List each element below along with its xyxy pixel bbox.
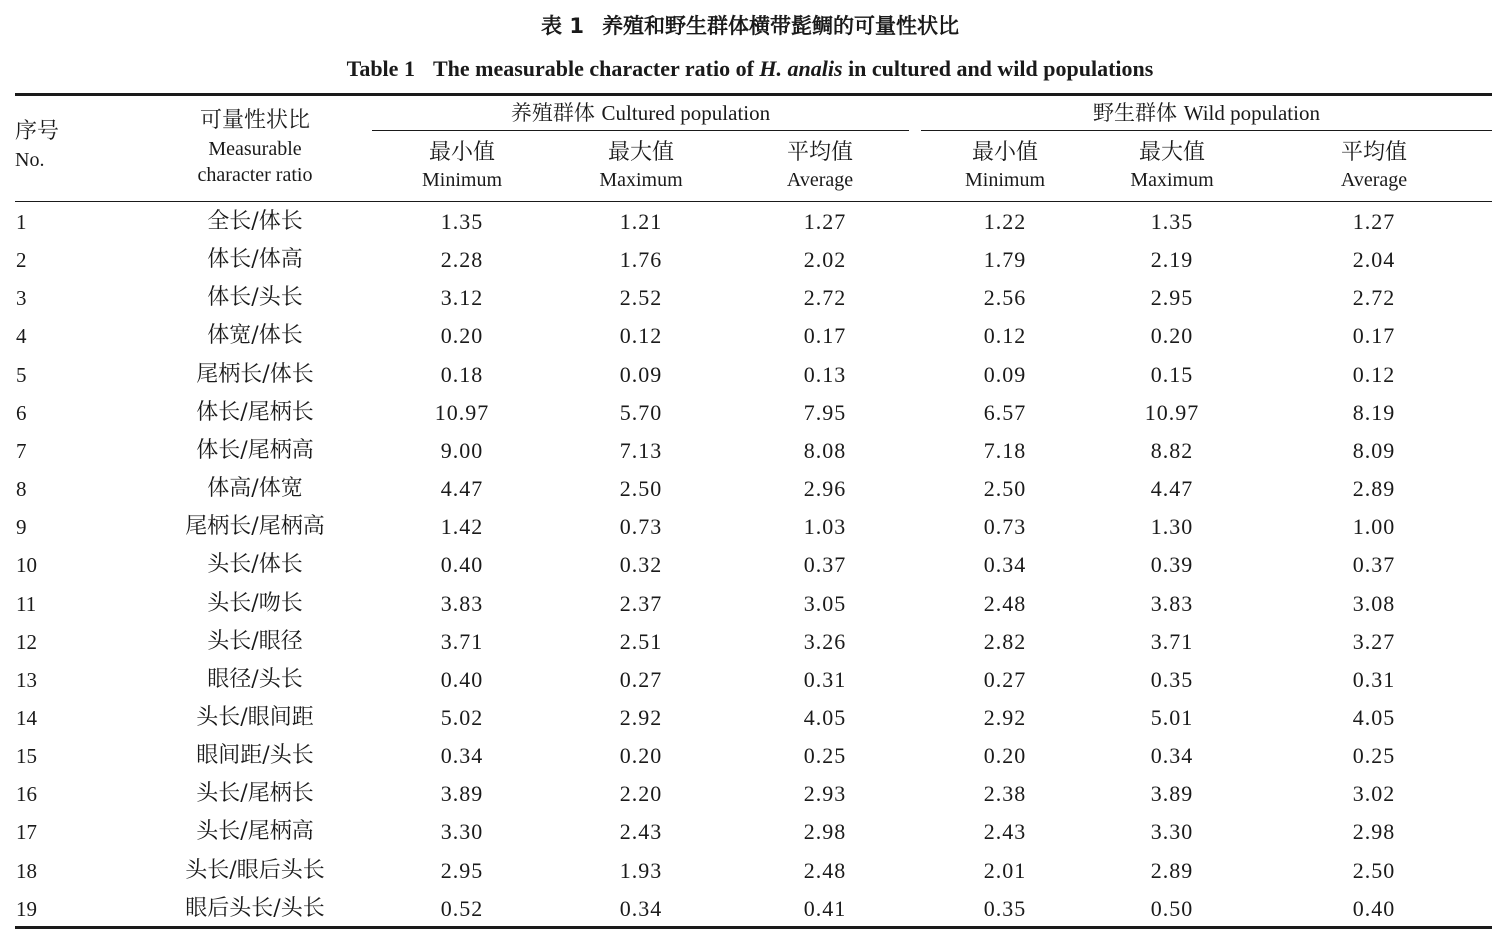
table-title-cn: 养殖和野生群体横带髭鲷的可量性状比	[601, 14, 959, 38]
cell-wild-min: 0.27	[983, 666, 1027, 692]
header-cultured-max-cn: 最大值	[607, 140, 674, 165]
cell-wild-max: 2.95	[1150, 285, 1194, 311]
table-row	[0, 279, 1500, 317]
cell-cultured-min: 10.97	[434, 399, 490, 425]
header-wild-cn: 野生群体	[1093, 101, 1178, 125]
header-cultured-avg-cn: 平均值	[786, 140, 853, 165]
cell-cultured-avg: 2.72	[803, 285, 847, 311]
header-no-en: No.	[15, 149, 45, 171]
table-row	[0, 813, 1500, 851]
table-title-en-species: H. analis	[759, 56, 843, 81]
cell-ratio: 体宽/体长	[207, 323, 303, 349]
cell-cultured-avg: 0.37	[803, 552, 847, 578]
cell-cultured-min: 5.02	[440, 704, 484, 730]
cell-cultured-max: 0.32	[619, 552, 663, 578]
cell-no: 14	[16, 705, 37, 730]
cell-cultured-avg: 0.31	[803, 666, 847, 692]
table-top-rule	[15, 93, 1492, 96]
cell-no: 3	[16, 286, 27, 311]
cell-cultured-avg: 3.05	[803, 590, 847, 616]
header-wild-group	[921, 100, 1492, 126]
cell-wild-avg: 3.02	[1352, 781, 1396, 807]
cell-no: 15	[16, 744, 37, 769]
cell-wild-min: 2.43	[983, 819, 1027, 845]
cell-cultured-max: 5.70	[619, 399, 663, 425]
cell-cultured-max: 0.27	[619, 666, 663, 692]
header-wild-avg-en: Average	[1340, 169, 1408, 191]
table-row	[0, 890, 1500, 928]
cell-wild-min: 2.50	[983, 476, 1027, 502]
cell-cultured-avg: 3.26	[803, 628, 847, 654]
cell-cultured-min: 2.95	[440, 857, 484, 883]
cell-cultured-avg: 4.05	[803, 704, 847, 730]
cell-wild-max: 4.47	[1150, 476, 1194, 502]
cell-wild-min: 6.57	[983, 399, 1027, 425]
header-no-cn: 序号	[15, 119, 60, 144]
cell-wild-avg: 2.50	[1352, 857, 1396, 883]
cell-cultured-min: 0.52	[440, 895, 484, 921]
table-row	[0, 508, 1500, 546]
cell-wild-max: 8.82	[1150, 437, 1194, 463]
cell-no: 2	[16, 248, 27, 273]
header-cultured-max-en: Maximum	[599, 169, 683, 191]
cell-ratio: 体长/尾柄长	[196, 399, 314, 425]
cell-wild-max: 0.34	[1150, 743, 1194, 769]
cell-wild-min: 0.34	[983, 552, 1027, 578]
cell-wild-max: 1.30	[1150, 514, 1194, 540]
cell-ratio: 头长/吻长	[207, 590, 303, 616]
cell-cultured-min: 0.18	[440, 361, 484, 387]
cell-wild-max: 2.19	[1150, 247, 1194, 273]
header-cultured-min-en: Minimum	[421, 169, 502, 191]
cell-ratio: 体长/尾柄高	[196, 437, 314, 463]
cell-cultured-max: 0.73	[619, 514, 663, 540]
cell-wild-max: 3.83	[1150, 590, 1194, 616]
cell-wild-avg: 2.04	[1352, 247, 1396, 273]
table-row	[0, 203, 1500, 241]
cell-wild-avg: 2.72	[1352, 285, 1396, 311]
header-wild-min-cn: 最小值	[971, 140, 1038, 165]
cell-wild-avg: 4.05	[1352, 704, 1396, 730]
cell-wild-min: 0.35	[983, 895, 1027, 921]
cell-wild-min: 2.48	[983, 590, 1027, 616]
cell-ratio: 眼间距/头长	[196, 743, 314, 769]
cell-cultured-max: 2.51	[619, 628, 663, 654]
cell-wild-min: 1.22	[983, 209, 1027, 234]
cell-ratio: 全长/体长	[207, 209, 303, 234]
cell-cultured-min: 1.42	[440, 514, 484, 540]
cell-no: 12	[16, 629, 37, 654]
table-row	[0, 699, 1500, 737]
table-row	[0, 775, 1500, 813]
table-row	[0, 432, 1500, 470]
cell-wild-avg: 1.27	[1352, 209, 1396, 234]
cell-no: 4	[16, 324, 27, 349]
header-wild-max-en: Maximum	[1130, 169, 1214, 191]
cell-wild-max: 0.15	[1150, 361, 1194, 387]
header-wild-avg-cn: 平均值	[1340, 140, 1407, 165]
header-cultured-avg-en: Average	[786, 169, 854, 191]
cell-wild-avg: 8.09	[1352, 437, 1396, 463]
cell-wild-min: 0.20	[983, 743, 1027, 769]
header-wild-en: Wild population	[1183, 101, 1320, 125]
cell-wild-max: 10.97	[1144, 399, 1200, 425]
cell-wild-avg: 0.25	[1352, 743, 1396, 769]
table-row	[0, 737, 1500, 775]
cell-cultured-avg: 0.17	[803, 323, 847, 349]
cell-cultured-min: 4.47	[440, 476, 484, 502]
cell-cultured-min: 0.20	[440, 323, 484, 349]
cell-no: 7	[16, 438, 27, 463]
cell-cultured-max: 1.93	[619, 857, 663, 883]
cell-cultured-avg: 2.48	[803, 857, 847, 883]
cell-no: 16	[16, 782, 37, 807]
table-caption-cn	[0, 10, 1500, 42]
cell-wild-min: 0.09	[983, 361, 1027, 387]
cell-cultured-avg: 0.13	[803, 361, 847, 387]
cell-cultured-max: 2.92	[619, 704, 663, 730]
table-label-en: Table 1	[346, 56, 415, 81]
header-cultured-en: Cultured population	[601, 101, 771, 125]
cell-wild-max: 3.71	[1150, 628, 1194, 654]
header-cultured-max	[541, 139, 741, 193]
cell-ratio: 头长/眼径	[207, 628, 303, 654]
cell-wild-max: 0.20	[1150, 323, 1194, 349]
cell-cultured-min: 3.12	[440, 285, 484, 311]
cell-cultured-min: 3.83	[440, 590, 484, 616]
wild-group-rule	[921, 130, 1492, 131]
cell-wild-avg: 3.08	[1352, 590, 1396, 616]
cell-cultured-max: 0.34	[619, 895, 663, 921]
table-row	[0, 356, 1500, 394]
cell-no: 17	[16, 820, 37, 845]
cell-wild-min: 7.18	[983, 437, 1027, 463]
header-wild-avg	[1274, 139, 1474, 193]
cell-wild-avg: 0.31	[1352, 666, 1396, 692]
header-cultured-min-cn: 最小值	[428, 140, 495, 165]
cell-no: 10	[16, 553, 37, 578]
header-cultured-min	[362, 139, 562, 193]
header-wild-max-cn: 最大值	[1138, 140, 1205, 165]
cell-wild-max: 0.35	[1150, 666, 1194, 692]
cell-cultured-min: 3.89	[440, 781, 484, 807]
cell-wild-max: 0.39	[1150, 552, 1194, 578]
cell-cultured-max: 2.43	[619, 819, 663, 845]
cell-cultured-avg: 1.27	[803, 209, 847, 234]
cell-no: 18	[16, 858, 37, 883]
cell-cultured-avg: 1.03	[803, 514, 847, 540]
cell-wild-avg: 0.37	[1352, 552, 1396, 578]
cell-no: 6	[16, 400, 27, 425]
cell-ratio: 眼后头长/头长	[185, 895, 325, 921]
cell-wild-min: 2.92	[983, 704, 1027, 730]
cell-ratio: 头长/尾柄高	[196, 819, 314, 845]
cell-wild-avg: 0.40	[1352, 895, 1396, 921]
header-cultured-cn: 养殖群体	[510, 101, 595, 125]
table-label-cn: 表 1	[541, 14, 584, 38]
cell-wild-max: 0.50	[1150, 895, 1194, 921]
cultured-group-rule	[372, 130, 909, 131]
cell-no: 13	[16, 667, 37, 692]
cell-cultured-avg: 0.41	[803, 895, 847, 921]
table-row	[0, 661, 1500, 699]
cell-ratio: 头长/体长	[207, 552, 303, 578]
table-row	[0, 470, 1500, 508]
cell-no: 9	[16, 515, 27, 540]
cell-cultured-avg: 2.96	[803, 476, 847, 502]
header-ratio	[155, 106, 355, 188]
header-ratio-en-1: Measurable	[208, 138, 302, 160]
cell-no: 11	[16, 591, 37, 616]
table-row	[0, 317, 1500, 355]
cell-ratio: 头长/眼后头长	[185, 857, 325, 883]
table-row	[0, 394, 1500, 432]
header-ratio-en-2: character ratio	[197, 164, 313, 186]
cell-no: 1	[16, 210, 27, 234]
cell-wild-max: 3.89	[1150, 781, 1194, 807]
cell-cultured-max: 2.20	[619, 781, 663, 807]
cell-wild-min: 1.79	[983, 247, 1027, 273]
cell-no: 8	[16, 477, 27, 502]
cell-wild-max: 5.01	[1150, 704, 1194, 730]
table-row	[0, 852, 1500, 890]
cell-cultured-max: 2.50	[619, 476, 663, 502]
header-cultured-avg	[720, 139, 920, 193]
cell-ratio: 体高/体宽	[207, 476, 303, 502]
header-cultured-group	[372, 100, 909, 126]
cell-cultured-avg: 7.95	[803, 399, 847, 425]
cell-cultured-min: 0.34	[440, 743, 484, 769]
cell-no: 5	[16, 362, 27, 387]
table-title-en-pre: The measurable character ratio of	[432, 56, 760, 81]
cell-ratio: 头长/尾柄长	[196, 781, 314, 807]
cell-cultured-min: 0.40	[440, 666, 484, 692]
cell-cultured-max: 1.76	[619, 247, 663, 273]
cell-cultured-max: 2.37	[619, 590, 663, 616]
cell-wild-max: 2.89	[1150, 857, 1194, 883]
cell-wild-min: 2.82	[983, 628, 1027, 654]
header-no	[15, 117, 59, 173]
cell-ratio: 尾柄长/体长	[196, 361, 314, 387]
header-ratio-cn: 可量性状比	[199, 108, 310, 133]
cell-cultured-min: 3.30	[440, 819, 484, 845]
cell-cultured-min: 3.71	[440, 628, 484, 654]
table-row	[0, 546, 1500, 584]
table-row	[0, 585, 1500, 623]
cell-cultured-avg: 2.93	[803, 781, 847, 807]
cell-wild-avg: 8.19	[1352, 399, 1396, 425]
cell-wild-min: 0.12	[983, 323, 1027, 349]
cell-cultured-avg: 8.08	[803, 437, 847, 463]
cell-wild-max: 1.35	[1150, 209, 1194, 234]
cell-wild-avg: 0.17	[1352, 323, 1396, 349]
cell-cultured-max: 0.09	[619, 361, 663, 387]
header-wild-min-en: Minimum	[964, 169, 1045, 191]
cell-ratio: 眼径/头长	[207, 666, 303, 692]
cell-cultured-max: 1.21	[619, 209, 663, 234]
cell-wild-avg: 1.00	[1352, 514, 1396, 540]
cell-ratio: 头长/眼间距	[196, 704, 314, 730]
header-wild-max	[1072, 139, 1272, 193]
table-title-en-post: in cultured and wild populations	[842, 56, 1154, 81]
cell-cultured-min: 1.35	[440, 209, 484, 234]
cell-wild-avg: 2.98	[1352, 819, 1396, 845]
cell-cultured-max: 7.13	[619, 437, 663, 463]
cell-ratio: 体长/头长	[207, 285, 303, 311]
cell-cultured-max: 2.52	[619, 285, 663, 311]
cell-wild-max: 3.30	[1150, 819, 1194, 845]
cell-wild-avg: 0.12	[1352, 361, 1396, 387]
cell-cultured-min: 9.00	[440, 437, 484, 463]
cell-cultured-max: 0.20	[619, 743, 663, 769]
cell-cultured-avg: 0.25	[803, 743, 847, 769]
cell-cultured-avg: 2.02	[803, 247, 847, 273]
cell-wild-avg: 2.89	[1352, 476, 1396, 502]
cell-cultured-max: 0.12	[619, 323, 663, 349]
table-row	[0, 623, 1500, 661]
cell-wild-min: 0.73	[983, 514, 1027, 540]
cell-wild-min: 2.56	[983, 285, 1027, 311]
cell-wild-avg: 3.27	[1352, 628, 1396, 654]
cell-cultured-min: 2.28	[440, 247, 484, 273]
cell-ratio: 体长/体高	[207, 247, 303, 273]
cell-no: 19	[16, 896, 37, 921]
table-row	[0, 241, 1500, 279]
table-header-rule	[15, 201, 1492, 202]
cell-wild-min: 2.01	[983, 857, 1027, 883]
cell-wild-min: 2.38	[983, 781, 1027, 807]
table-caption-en	[0, 53, 1500, 85]
cell-cultured-avg: 2.98	[803, 819, 847, 845]
cell-ratio: 尾柄长/尾柄高	[185, 514, 325, 540]
cell-cultured-min: 0.40	[440, 552, 484, 578]
